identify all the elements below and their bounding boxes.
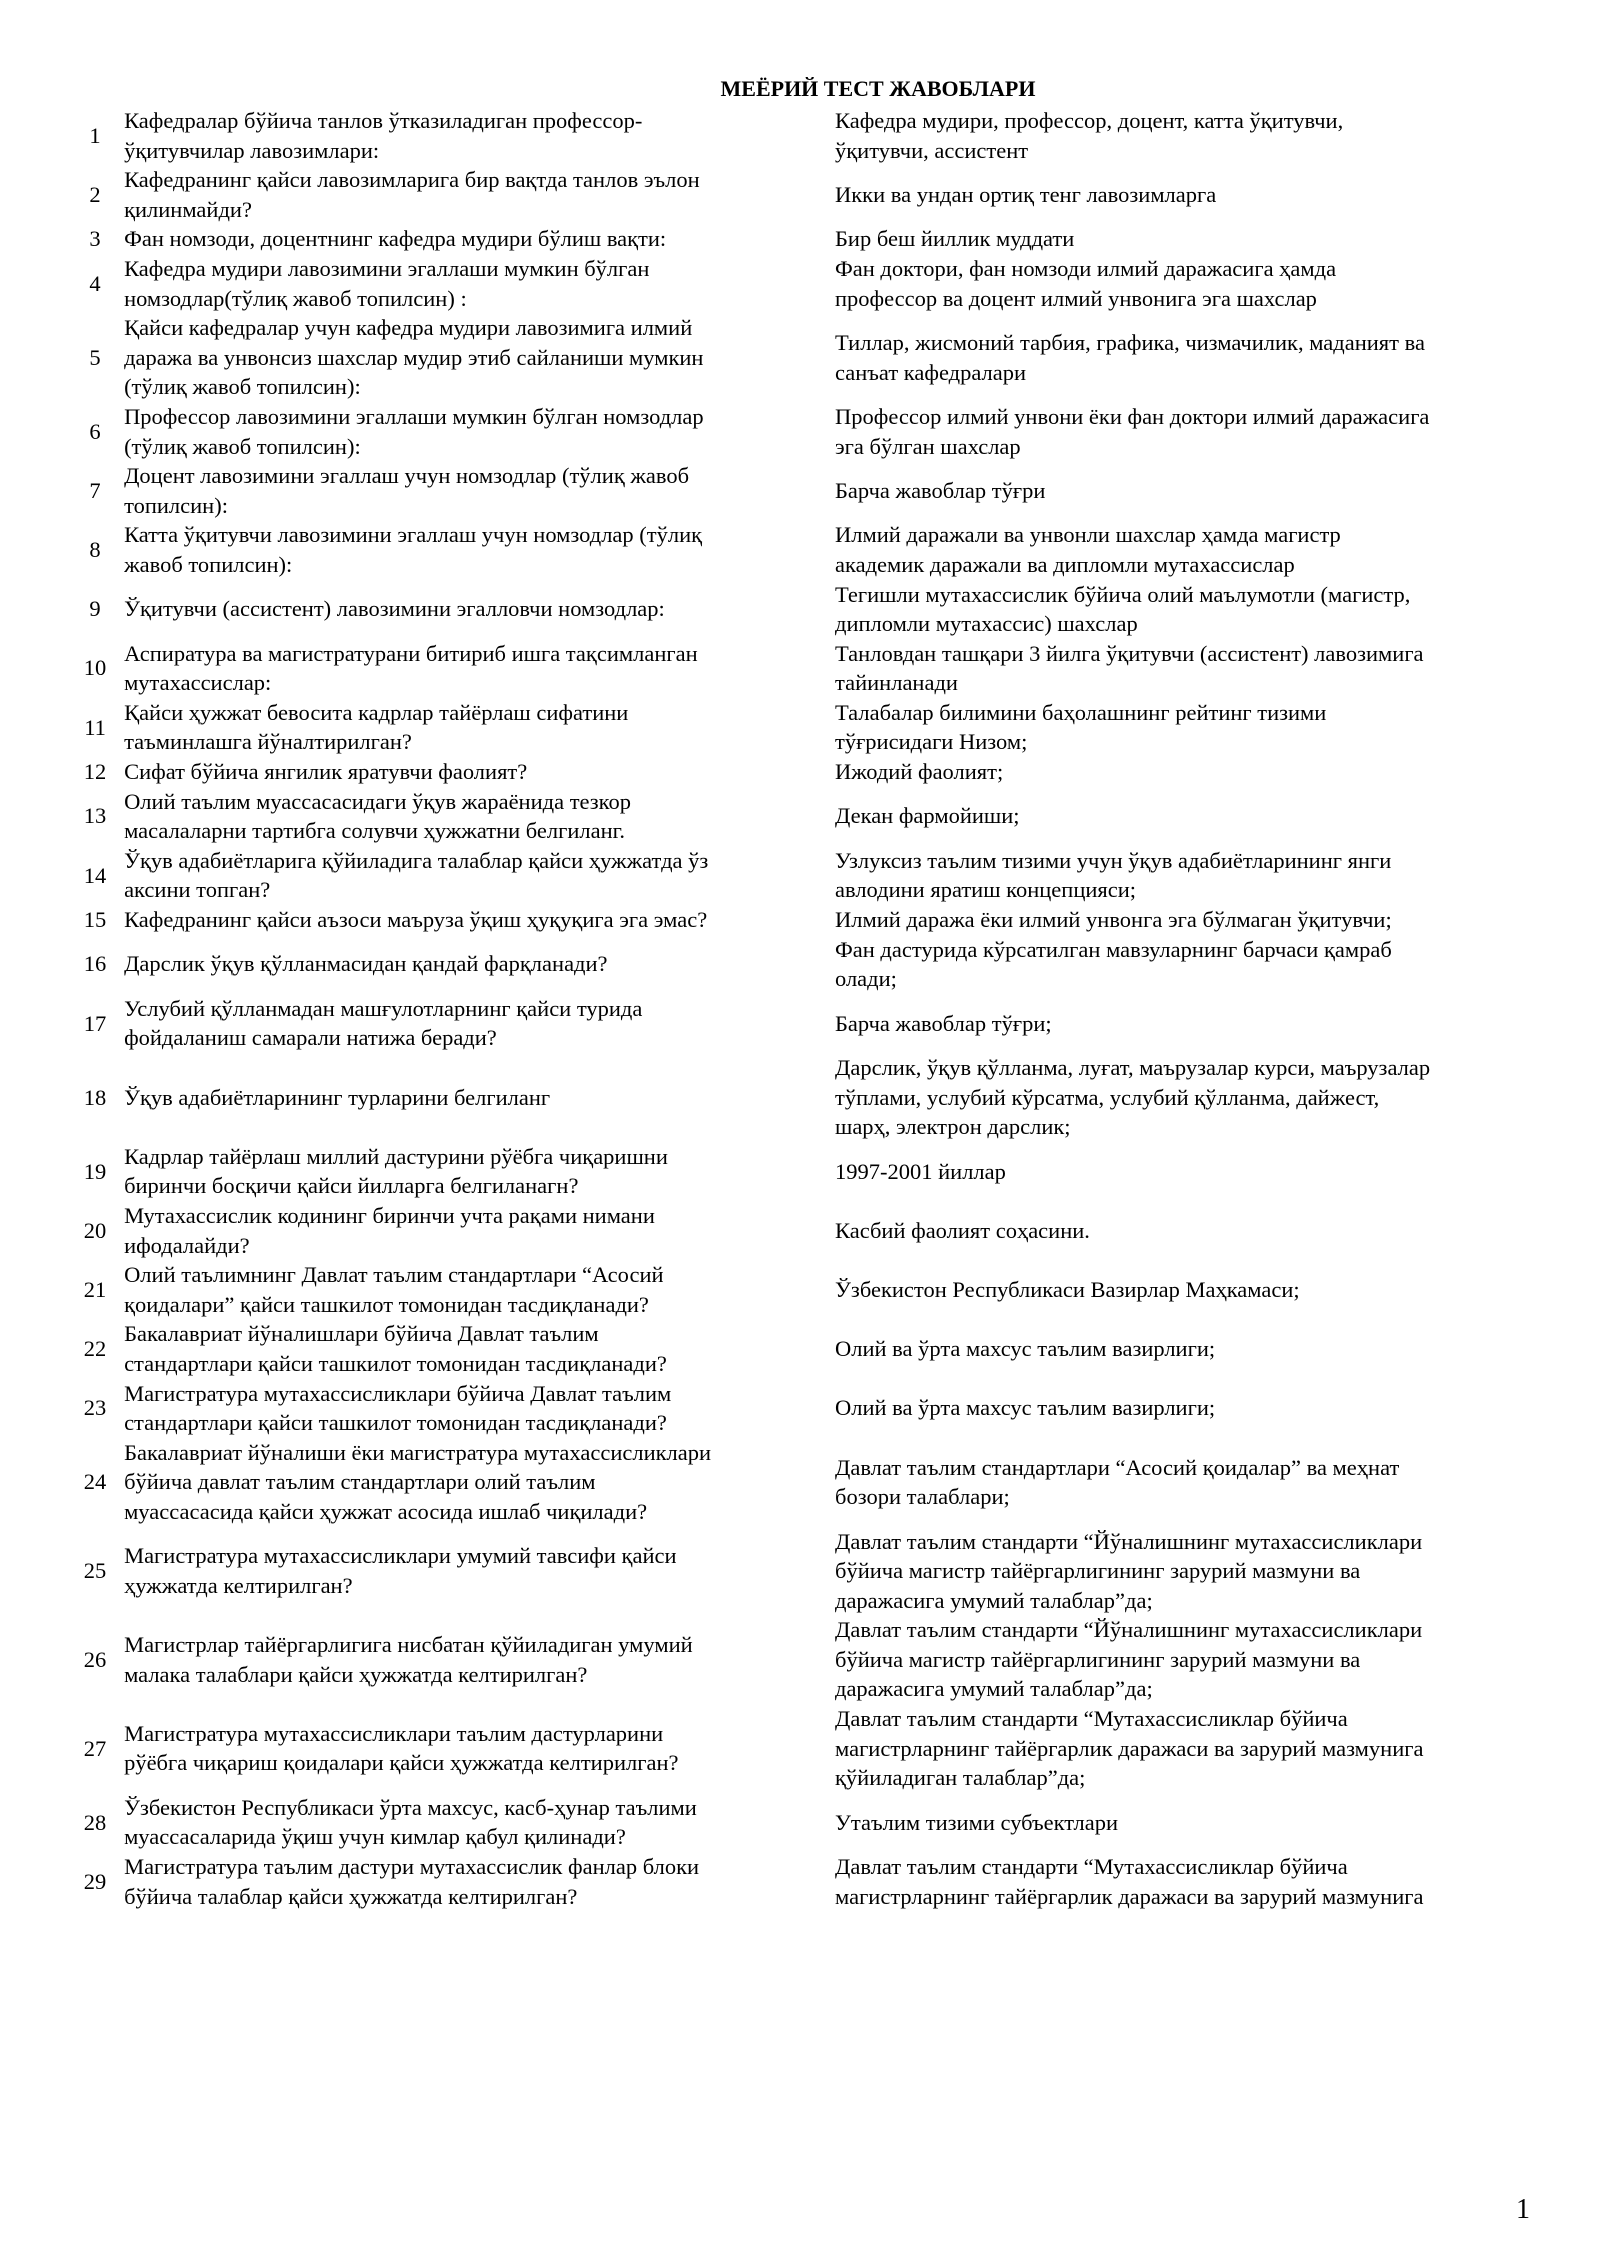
table-row <box>68 935 1566 994</box>
row-number: 3 <box>89 226 101 252</box>
row-number: 5 <box>89 344 101 370</box>
question-cell: Бакалавриат йўналишлари бўйича Давлат таълим стандартлари қайси ташкилот томонидан тасдиқланади? <box>124 1321 667 1376</box>
row-number: 7 <box>89 477 101 503</box>
question-cell: Олий таълимнинг Давлат таълим стандартлари “Асосий қоидалари” қайси ташкилот томонидан тасдиқланади? <box>124 1262 664 1317</box>
answer-cell: Икки ва ундан ортиқ тенг лавозимларга <box>835 181 1217 207</box>
row-number: 8 <box>89 537 101 563</box>
question-cell: Профессор лавозимини эгаллаши мумкин бўлган номзодлар (тўлиқ жавоб топилсин): <box>124 403 704 459</box>
qa-table-body <box>68 106 1566 1911</box>
table-row <box>68 1053 1566 1142</box>
answer-cell: Профессор илмий унвони ёки фан доктори илмий даражасига эга бўлган шахслар <box>835 403 1430 459</box>
question-cell: Дарслик ўқув қўлланмасидан қандай фарқланади? <box>124 951 608 977</box>
row-number: 4 <box>89 270 101 296</box>
table-row <box>68 757 1566 787</box>
answer-cell: Касбий фаолият соҳасини. <box>835 1217 1090 1243</box>
answer-cell: Дарслик, ўқув қўлланма, луғат, маърузалар курси, маърузалар тўплами, услубий кўрсатма, услубий қўлланма, дайжест, шарҳ, электрон дарслик; <box>835 1055 1431 1140</box>
answer-cell: Тегишли мутахассислик бўйича олий маълумотли (магистр, дипломли мутахассис) шахслар <box>835 581 1411 637</box>
question-cell: Ўзбекистон Республикаси ўрта махсус, касб-ҳунар таълими муассасаларида ўқиш учун кимлар қабул қилинади? <box>124 1794 697 1850</box>
answer-cell: Олий ва ўрта махсус таълим вазирлиги; <box>835 1395 1216 1421</box>
row-number: 20 <box>83 1217 107 1243</box>
question-cell: Ўқув адабиётларига қўйиладига талаблар қайси ҳужжатда ўз аксини топган? <box>124 847 709 903</box>
answer-cell: Узлуксиз таълим тизими учун ўқув адабиётларининг янги авлодини яратиш концепцияси; <box>835 847 1392 903</box>
row-number: 15 <box>83 907 107 933</box>
answer-cell: Давлат таълим стандарти “Мутахассисликлар бўйича магистрларнинг тайёргарлик даражаси ва зарурий мазмунига <box>835 1854 1424 1909</box>
answer-cell: 1997-2001 йиллар <box>835 1158 1006 1184</box>
row-number: 16 <box>83 951 107 977</box>
row-number: 9 <box>89 596 101 622</box>
row-number: 1 <box>89 122 101 148</box>
answer-cell: Давлат таълим стандарти “Йўналишнинг мутахассисликлари бўйича магистр тайёргарлигининг зарурий мазмуни ва даражасига умумий талаблар”да; <box>835 1617 1423 1702</box>
row-number: 10 <box>83 655 107 681</box>
question-cell: Магистрлар тайёргарлигига нисбатан қўйиладиган умумий малака талаблари қайси ҳужжатда келтирилган? <box>124 1632 693 1687</box>
question-cell: Услубий қўлланмадан машғулотларнинг қайси турида фойдаланиш самарали натижа беради? <box>124 995 643 1051</box>
question-cell: Қайси кафедралар учун кафедра мудири лавозимига илмий даража ва унвонсиз шахслар мудир этиб сайланиши мумкин (тўлиқ жавоб топилсин): <box>124 315 704 400</box>
question-cell: Фан номзоди, доцентнинг кафедра мудири бўлиш вақти: <box>124 226 667 252</box>
table-row <box>68 580 1566 639</box>
row-number: 2 <box>89 181 101 207</box>
table-row <box>68 1704 1566 1793</box>
row-number: 24 <box>83 1469 107 1495</box>
row-number: 25 <box>83 1558 107 1584</box>
table-row <box>68 639 1566 698</box>
page-number: 1 <box>1516 2194 1530 2225</box>
row-number: 23 <box>83 1395 107 1421</box>
table-row <box>68 461 1566 520</box>
question-cell: Олий таълим муассасасидаги ўқув жараёнида тезкор масалаларни тартибга солувчи ҳужжатни белгиланг. <box>124 788 631 844</box>
table-row <box>68 1852 1566 1911</box>
answer-cell: Давлат таълим стандарти “Мутахассисликлар бўйича магистрларнинг тайёргарлик даражаси ва зарурий мазмунига қўйиладиган талаблар”да; <box>835 1706 1424 1791</box>
table-row <box>68 1260 1566 1319</box>
table-row <box>68 106 1566 165</box>
row-number: 26 <box>83 1646 107 1672</box>
table-row <box>68 994 1566 1053</box>
table-row <box>68 402 1566 461</box>
row-number: 21 <box>83 1276 107 1302</box>
table-row <box>68 787 1566 846</box>
table-row <box>68 1319 1566 1378</box>
table-row <box>68 1379 1566 1438</box>
answer-cell: Фан дастурида кўрсатилган мавзуларнинг барчаси қамраб олади; <box>835 936 1392 992</box>
answer-cell: Декан фармойиши; <box>835 803 1020 829</box>
answer-cell: Утаълим тизими субъектлари <box>835 1809 1119 1835</box>
answer-cell: Илмий даражали ва унвонли шахслар ҳамда магистр академик даражали ва дипломли мутахассислар <box>835 522 1341 577</box>
question-cell: Ўқитувчи (ассистент) лавозимини эгалловчи номзодлар: <box>124 596 665 622</box>
question-cell: Мутахассислик кодининг биринчи учта рақами нимани ифодалайди? <box>124 1202 655 1258</box>
table-row <box>68 224 1566 254</box>
table-row <box>68 1438 1566 1527</box>
question-cell: Бакалавриат йўналиши ёки магистратура мутахассисликлари бўйича давлат таълим стандартлари олий таълим муассасасида қайси ҳужжат асосида ишлаб чиқилади? <box>124 1439 712 1524</box>
question-cell: Қайси ҳужжат бевосита кадрлар тайёрлаш сифатини таъминлашга йўналтирилган? <box>124 699 629 755</box>
question-cell: Кафедралар бўйича танлов ўтказиладиган профессор- ўқитувчилар лавозимлари: <box>124 108 643 163</box>
row-number: 19 <box>83 1158 107 1184</box>
row-number: 18 <box>83 1084 107 1110</box>
row-number: 12 <box>83 759 107 785</box>
answer-cell: Давлат таълим стандартлари “Асосий қоидалар” ва меҳнат бозори талаблари; <box>835 1454 1400 1510</box>
table-row <box>68 165 1566 224</box>
table-row <box>68 1615 1566 1704</box>
question-cell: Магистратура таълим дастури мутахассислик фанлар блоки бўйича талаблар қайси ҳужжатда келтирилган? <box>124 1854 700 1909</box>
table-row <box>68 1793 1566 1852</box>
question-cell: Аспиратура ва магистратурани битириб ишга тақсимланган мутахассислар: <box>124 640 698 696</box>
table-row <box>68 905 1566 935</box>
row-number: 22 <box>83 1336 107 1362</box>
answer-cell: Барча жавоблар тўғри; <box>835 1010 1052 1036</box>
question-cell: Кафедранинг қайси лавозимларига бир вақтда танлов эълон қилинмайди? <box>124 167 700 222</box>
answer-cell: Фан доктори, фан номзоди илмий даражасига ҳамда профессор ва доцент илмий унвонига эга шахслар <box>835 255 1337 311</box>
question-cell: Кафедранинг қайси аъзоси маъруза ўқиш ҳуқуқига эга эмас? <box>124 907 708 933</box>
row-number: 6 <box>89 418 101 444</box>
document-title: МЕЁРИЙ ТЕСТ ЖАВОБЛАРИ <box>720 76 1036 101</box>
answer-cell: Илмий даража ёки илмий унвонга эга бўлмаган ўқитувчи; <box>835 907 1392 933</box>
row-number: 17 <box>83 1010 107 1036</box>
answer-cell: Тиллар, жисмоний тарбия, графика, чизмачилик, маданият ва санъат кафедралари <box>835 329 1425 385</box>
question-cell: Кадрлар тайёрлаш миллий дастурини рўёбга чиқаришни биринчи босқичи қайси йилларга белгиланагн? <box>124 1143 668 1199</box>
question-cell: Магистратура мутахассисликлари таълим дастурларини рўёбга чиқариш қоидалари қайси ҳужжатда келтирилган? <box>124 1720 679 1776</box>
table-row <box>68 1201 1566 1260</box>
answer-cell: Танловдан ташқари 3 йилга ўқитувчи (ассистент) лавозимига тайинланади <box>835 640 1424 696</box>
qa-table <box>68 106 1566 1911</box>
row-number: 27 <box>83 1735 107 1761</box>
answer-cell: Кафедра мудири, профессор, доцент, катта ўқитувчи, ўқитувчи, ассистент <box>835 108 1344 163</box>
row-number: 11 <box>84 714 106 740</box>
question-cell: Сифат бўйича янгилик яратувчи фаолият? <box>124 759 528 785</box>
answer-cell: Давлат таълим стандарти “Йўналишнинг мутахассисликлари бўйича магистр тайёргарлигининг зарурий мазмуни ва даражасига умумий талаблар”да; <box>835 1528 1423 1613</box>
table-row <box>68 520 1566 579</box>
question-cell: Катта ўқитувчи лавозимини эгаллаш учун номзодлар (тўлиқ жавоб топилсин): <box>124 522 703 577</box>
table-row <box>68 846 1566 905</box>
table-row <box>68 1527 1566 1616</box>
row-number: 14 <box>83 862 107 888</box>
table-row <box>68 1142 1566 1201</box>
document-page <box>68 72 1568 1911</box>
table-row <box>68 698 1566 757</box>
row-number: 29 <box>83 1868 107 1894</box>
question-cell: Магистратура мутахассисликлари бўйича Давлат таълим стандартлари қайси ташкилот томонидан тасдиқланади? <box>124 1380 672 1436</box>
table-row <box>68 254 1566 313</box>
question-cell: Доцент лавозимини эгаллаш учун номзодлар (тўлиқ жавоб топилсин): <box>124 463 690 518</box>
question-cell: Ўқув адабиётларининг турларини белгиланг <box>124 1084 551 1110</box>
answer-cell: Бир беш йиллик муддати <box>835 226 1075 252</box>
answer-cell: Талабалар билимини баҳолашнинг рейтинг тизими тўғрисидаги Низом; <box>835 699 1327 755</box>
answer-cell: Ўзбекистон Республикаси Вазирлар Маҳкамаси; <box>835 1276 1300 1302</box>
question-cell: Магистратура мутахассисликлари умумий тавсифи қайси ҳужжатда келтирилган? <box>124 1543 677 1598</box>
row-number: 28 <box>83 1809 107 1835</box>
row-number: 13 <box>83 803 107 829</box>
question-cell: Кафедра мудири лавозимини эгаллаши мумкин бўлган номзодлар(тўлиқ жавоб топилсин) : <box>124 255 650 311</box>
answer-cell: Олий ва ўрта махсус таълим вазирлиги; <box>835 1336 1216 1362</box>
answer-cell: Ижодий фаолият; <box>835 759 1004 785</box>
table-row <box>68 313 1566 402</box>
answer-cell: Барча жавоблар тўғри <box>835 477 1046 503</box>
